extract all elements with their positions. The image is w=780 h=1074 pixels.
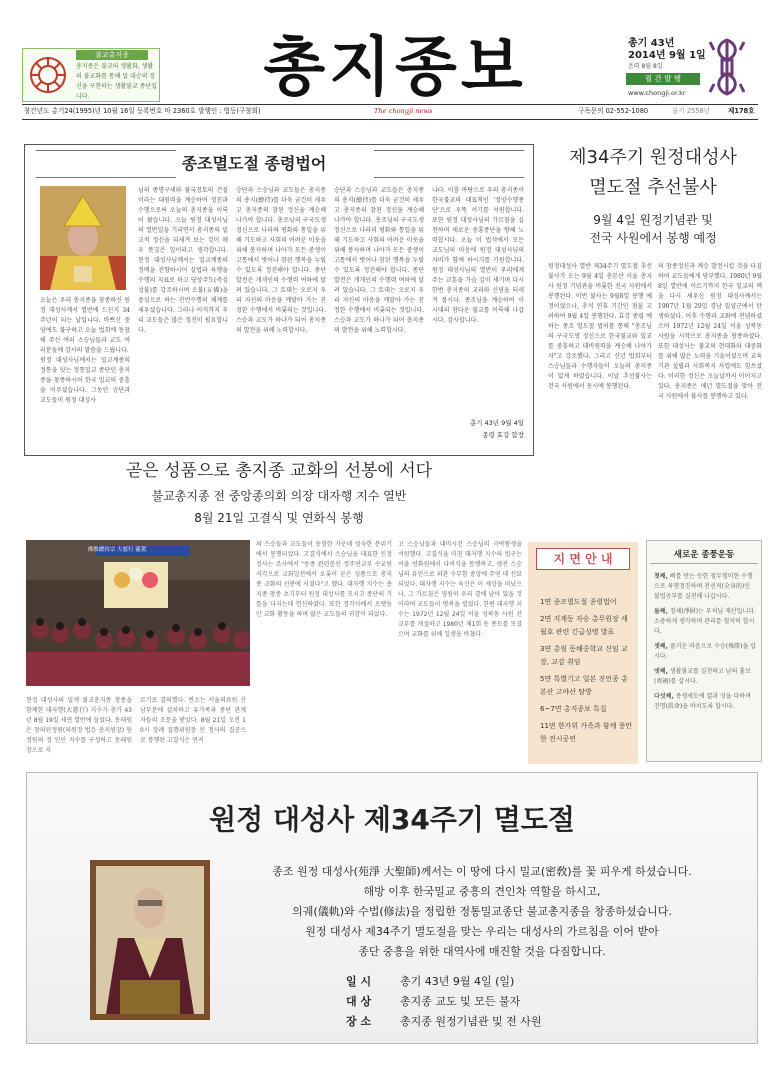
campaign-item xyxy=(654,572,756,602)
obituary-col-mid1: 르기로 결의했다. 빈소는 서울의료원 신남부분에 설치하고 유가족과 종단 관계자들의 조문을 받았다. 8월 21일 오전 10시 장례 집행위원장 인 정사의 집공으로 봉행된 고결식은 먼저 xyxy=(140,697,246,744)
memorial-col2: 의 창종정신과 계승 발전시킬 것을 다짐하며 교도들에게 당부했다. 1980년 9월 8일 열반에 이르기까지 한국 밀교의 맥을 다시 세우신 원정 대성사께서는 1907년 1월 29일 경남 밀양군에서 탄생하셨다. 이후 수행과 교화에 전념하셨으며 1972년 12월 24일 서울 성북동 사원을 시작으로 총지종을 창종하셨다. 또한 대성사는 불교의 현대화와 대중화를 위해 많은 노력을 기울이셨으며 교육기관 설립과 사회복지 사업에도 힘쓰셨다. 이러한 정신은 오늘날까지 이어지고 있다. 총지종은 매년 멸도절을 맞아 전국 사원에서 불사를 봉행하고 있다. xyxy=(658,263,762,400)
obituary-col-left: 현정 대성사의 밀게 불교총지종 창종을 함께한 대자행(大慈行) 지수가 총기 43년 8월 19일 세연 열반에 들었다. 동래원은 창의원정원(의원장 법등 총지원장) 원정원의 정 인인 지수를 구성하고 동래원장으로 치 xyxy=(26,697,132,754)
campaign-item-text: 생활불교를 실천하고 남의 흉보(喪禍)를 삽시다. xyxy=(654,668,751,685)
banner-line5: 종단 중흥을 위한 대역사에 매진할 것을 다짐합니다. xyxy=(358,945,606,958)
funeral-ceremony-photo xyxy=(26,540,250,686)
signature-name: 종령 효강 합장 xyxy=(482,431,524,439)
dharma-talk-col3: 승단과 스승님과 교도들은 총지종의 총지(總持)를 더욱 굳건히 세우고 총지종의 참된 정신을 계승해 나가야 합니다. 총조님의 구국도생 정신으로 나라의 평화와 통일을 위해 기도하고 사회의 어려운 이웃을 위해 봉사하며 나아가 모든 중생이 고통에서 벗어나 참된 행복을 누릴 수 있도록 정진해야 합니다. 종단발전은 개개인의 수행력 여하에 달려 있습니다. 그 토대는 오로지 우리 자신의 마음을 깨달아 가는 진정한 수행에서 비롯되는 것입니다. 스승과 교도가 하나가 되어 총지종의 발전을 위해 노력합시다. xyxy=(236,187,326,334)
memorial-subtitle-line1: 9월 4일 원정기념관 및 xyxy=(593,213,713,227)
detail-label: 일 시 xyxy=(346,975,372,988)
obituary-subtitle-line2: 8월 21일 고결식 및 연화식 봉행 xyxy=(194,511,364,525)
detail-value: 총지종 교도 및 모든 불자 xyxy=(400,995,521,1008)
dharma-talk-col4: 나다. 이룸 바탕으로 우리 총지종이 한국불교의 대표적인 '정양수행종단'으로 우뚝 서기를 서원합니다. 또한 원정 대성사님의 가르침을 실천하며 새로운 중흥종단을 향해 노력합시다. 오늘 이 법석에서 모든 교도님의 마음에 원정 대성사님의 자비가 함께 하시기를 기원합니다. 원정 대성사님의 열반이 우리에게 주는 교훈을 가슴 깊이 새기며 다시 한번 총지종의 교리와 신념을 되새겨 봅시다. 종조님을 계승하여 이 시대의 참다운 불교를 이룩해 나갑시다. 감사합니다. xyxy=(432,187,524,324)
obituary-title: 곧은 성품으로 총지종 교화의 선봉에 서다 xyxy=(125,461,433,481)
campaign-item xyxy=(654,667,756,687)
vajra-icon xyxy=(706,36,748,98)
banner-title: 원정 대성사 제34주기 멸도절 xyxy=(209,803,575,836)
campaign-item-text: 종생세도에 열과 성을 다하며 진명(眞命)을 바치도록 합시다. xyxy=(654,693,751,710)
detail-row xyxy=(346,1012,666,1032)
dharma-talk-col1-body: 원정 대성사님께서는 밀교계종의 정통을 잇는 정통밀교 종단인 총지종을 창종하시어 한국 밀교의 중흥을 이루셨습니다. 그동안 승단과 교도들이 원정 대성사 xyxy=(40,357,130,404)
signature-date: 총기 43년 9월 4일 xyxy=(469,419,524,427)
toc-item[interactable]: 2면 지계동 자승 총무원장 세월호 관련 긴급성명 발표 xyxy=(540,615,628,636)
toc-title: 지 면 안 내 xyxy=(536,548,630,570)
dharma-talk-col1-intro: 오늘은 우리 총지종을 창종하신 원정 대성사께서 열반에 드신지 34주년이 되는 날입니다. 바쁘신 중임에도 불구하고 오늘 법회에 동참해 주신 여러 스승님들과 교도 여러분들께 감사의 말씀을 드립니다. xyxy=(40,297,130,354)
dharma-talk-title: 종조멸도절 종령법어 xyxy=(181,154,327,173)
banner-line3: 의궤(儀軌)와 수법(修法)을 정립한 정통밀교종단 불교총지종을 창종하셨습니다. xyxy=(292,905,672,918)
campaign-item-text: 정체(淨財)는 부처님 재산입니다. 소중하게 생각하며 관리를 철저히 합시다. xyxy=(654,608,756,635)
publication-frequency-badge: 월 간 발 행 xyxy=(626,73,700,85)
mission-label: 불교총지종 xyxy=(76,50,148,60)
info-bar xyxy=(22,104,758,120)
memorial-col1: 원정대성사 열반 제34주기 멸도절 추선불사가 오는 9월 4일 총본산 서울 총지사 원정 기념관을 비롯한 전국 사원에서 봉행된다. 이번 불사는 9월8일 봉행 예정이었으나, 추석 연휴 기간인 점을 고려하여 9월 4일 봉행한다. 효강 종령 예하는 종조 멸도절 법어를 통해 "총조님의 구국도생 정신으로 한국불교와 밀교를 중흥하고 대비원력을 계승해 나아가자"고 강조했다. 그리고 신년 법회부터 스승님들과 수행자들이 오늘의 총지종이 있게 하였습니다. 이날 추선불사는 전국 사원에서 동시에 봉행된다. xyxy=(548,263,652,390)
issue-date: 2014년 9월 1일 xyxy=(628,50,706,61)
mission-text: 총지종은 불교의 생활화, 생활의 불교화를 통해 밀 대승의 정신을 구현하는 생활불교 종단입니다. xyxy=(76,63,158,100)
dharma-talk-col3b: 승단과 스승님과 교도들은 총지종의 총지(總持)를 더욱 굳건히 세우고 총지종의 참된 정신을 계승해 나가야 합니다. 총조님의 구국도생 정신으로 나라의 평화와 통일을 위해 기도하고 사회의 어려운 이웃을 위해 봉사하며 나아가 모든 중생이 고통에서 벗어나 참된 행복을 누릴 수 있도록 정진해야 합니다. 종단발전은 개개인의 수행력 여하에 달려 있습니다. 그 토대는 오로지 우리 자신의 마음을 깨달아 가는 진정한 수행에서 비롯되는 것입니다. 스승과 교도가 하나가 되어 총지종의 발전을 위해 노력합시다. xyxy=(334,187,424,334)
campaign-item xyxy=(654,642,756,662)
campaign-item-text: 삐를 만는 듯한 철두철미한 수행으로 육행정진하며 전선적(全身的)인 불법공부를 실천해 나갑시다. xyxy=(654,573,753,600)
english-name: The chongji news xyxy=(374,107,433,115)
patriarch-portrait xyxy=(40,186,126,290)
banner-line2: 해방 이후 한국밀교 중흥의 견인차 역할을 하시고, xyxy=(363,885,601,898)
campaign-item-label: 셋째, xyxy=(654,643,668,650)
campaign-item-text: 즐거운 마음으로 수승(殊勝)을 삽시다. xyxy=(654,643,756,660)
title-rule xyxy=(374,150,524,178)
campaign-list xyxy=(654,572,756,717)
detail-label: 장 소 xyxy=(346,1015,372,1028)
detail-row xyxy=(346,972,666,992)
memorial-title-line1: 제34주기 원정대성사 xyxy=(569,147,737,168)
buddhist-year: 불기 2558년 xyxy=(672,107,710,115)
masthead-title: 총지종보 xyxy=(263,31,527,105)
campaign-item-label: 넷째, xyxy=(654,668,668,675)
issue-lunar-date: 음력 8월 8일 xyxy=(628,63,663,70)
detail-value: 총지종 원정기념관 및 전 사원 xyxy=(400,1015,542,1028)
toc-item[interactable]: 6~7면 총지종보 특집 xyxy=(540,705,607,713)
toc-item[interactable]: 3면 총림 동해중학교 신임 교장, 교감 취임 xyxy=(540,645,628,666)
detail-value: 총기 43년 9월 4일 (일) xyxy=(400,975,515,988)
banner-line4: 원정 대성사 제34주기 멸도절을 맞는 우리는 대성사의 가르침을 이어 받아 xyxy=(305,925,659,938)
obituary-col-mid2: 의 스승들과 교도들이 동참한 가운데 엄숙한 분위기에서 봉행되었다. 고결식에서 스승님을 대표한 인정정사는 조사에서 "동종 관련분인 정주연교부 수교원 서각으로 교화일선에서 오롯이 곧은 성품으로 총지종 교화의 선봉에 서셨다"고 했다. 대자행 지수는 총지종 창종 초기부터 원정 대성사를 모시고 종단의 기틀을 다지는데 헌신하였다. 또한 정각사에서 오랫동안 교화 활동을 하며 많은 교도들의 귀감이 되었다. xyxy=(256,541,392,618)
banner-line1: 종조 원정 대성사(苑淨 大聖師)께서는 이 땅에 다시 밀교(密敎)를 꽃 피우게 하셨습니다. xyxy=(272,865,692,878)
toc-item[interactable]: 5면 특별기고 일본 진언종 총본산 고야산 탐방 xyxy=(540,675,628,696)
issue-num: 제178호 xyxy=(728,107,755,115)
campaign-item-label: 둘째, xyxy=(654,608,668,615)
photo-banner-text: 佛敎總持宗 大慈行 靈駕 xyxy=(87,547,147,553)
banner-text xyxy=(222,862,742,962)
dharma-talk-col2: 님의 종명구세와 불국정토의 건설이라는 대원력을 계승하여 정진과 수행으로써 오늘의 총지종을 이룩어 왔습니다. 오늘 원정 대성사님의 열반일을 기리면서 총지종의 밀교적 정신을 되새겨 보는 것이 매우 뜻깊은 일이라고 생각합니다. 현정 대성사님께서는 밀교계종의 정맥을 전향하시어 실법과 육행을 수행의 지표로 하고 당상주도(즉심성불)를 강조하시며 오불(五佛)을 중심으로 하는 진언수행의 체계를 세우셨습니다. 그러나 아직까지 우리 교도들은 많은 정진이 필요합니다. xyxy=(138,187,228,334)
banner-details xyxy=(346,972,666,1032)
memorial-title-line2: 멸도절 추선불사 xyxy=(589,177,717,198)
detail-row xyxy=(346,992,666,1012)
website-link[interactable]: www.chongji.or.kr xyxy=(628,89,686,97)
campaign-item xyxy=(654,692,756,712)
detail-label: 대 상 xyxy=(346,995,372,1008)
toc-list xyxy=(540,596,634,750)
campaign-item-label: 다섯째, xyxy=(654,693,674,700)
toc-item[interactable]: 11면 한가위 가족과 함께 풍만한 전시공연 xyxy=(540,722,633,743)
founder-portrait xyxy=(90,860,210,1020)
memorial-subtitle-line2: 전국 사원에서 봉행 예정 xyxy=(589,231,717,245)
issue-number: 총기 43년 xyxy=(628,38,675,49)
obituary-col-mid3: 고 스승님들과 대비시킨 스승님의 극락왕생을 서원했다. 고결식을 마친 대자행 지수의 법구는 서울 연화원에서 다비식을 봉행하고, 생전 스승님의 유언으로 외관 수무함 중앙에 주연 데 선묘되었다. 대자행 지수는 육신은 이 세상을 떠났으나, 그 가르침은 영원히 우리 곁에 남아 있을 것이라며 교도들이 명복을 빌었다. 한편 대자행 지수는 1972년 12월 24일 서울 성북동 사원 선교부를 개설하고 1980년 제1회 동 종도를 모셨으며 교화를 위해 일생을 바쳤다. xyxy=(398,541,522,638)
campaign-item-label: 첫째, xyxy=(654,573,668,580)
campaign-item xyxy=(654,607,756,637)
subscription-contact: 구독문의 02-552-1080 xyxy=(578,107,649,115)
toc-item[interactable]: 1면 종조멸도절 종령법어 xyxy=(540,598,617,606)
campaign-title: 새로운 종풍운동 xyxy=(650,548,758,564)
obituary-subtitle-line1: 불교총지종 전 중앙종의회 의장 대자행 지수 열반 xyxy=(151,489,407,503)
publication-info: 창간년도 총기24(1995)년 10월 16일 등록번호 마 2360호 발행인 : 법등(구창회) xyxy=(24,107,261,115)
chongji-emblem-icon xyxy=(28,55,68,95)
